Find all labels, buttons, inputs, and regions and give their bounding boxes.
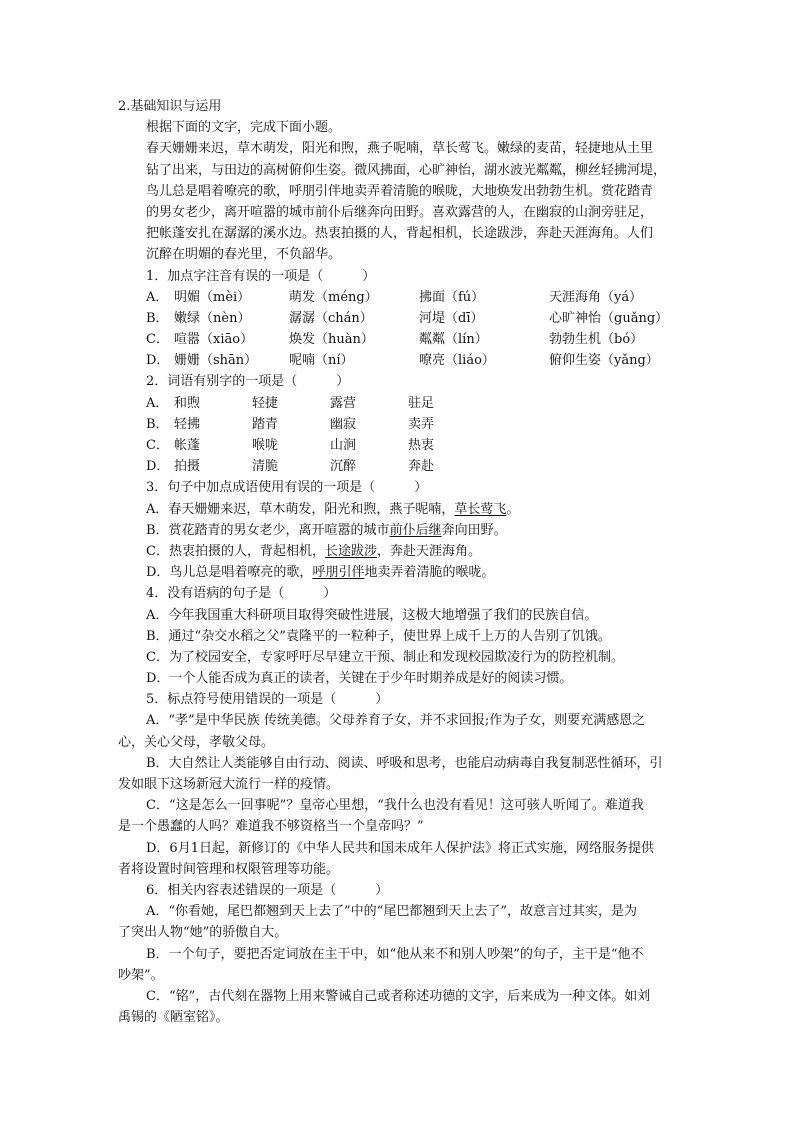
question-stem: 2．词语有别字的一项是（ ） xyxy=(146,374,350,390)
reading-passage xyxy=(118,138,708,265)
pinyin-item: 姗姗（shān） xyxy=(174,353,258,369)
question-4 xyxy=(118,583,708,689)
word-item: 清脆 xyxy=(252,459,279,475)
pinyin-item: 天涯海角（yá） xyxy=(549,289,643,305)
option-a-line-1: A．“你看她，尾巴都翘到天上去了”中的“尾巴都翘到天上去了”，故意言过其实，是为 xyxy=(146,904,637,920)
word-item: 幽寂 xyxy=(330,416,357,432)
word-item: 热衷 xyxy=(408,438,435,453)
question-2 xyxy=(118,371,708,477)
underlined-idiom: 呼朋引伴 xyxy=(312,565,365,581)
question-stem: 3．句子中加点成语使用有误的一项是（ ） xyxy=(146,480,428,496)
option-label: A． xyxy=(146,395,169,411)
option-c: C．为了校园安全，专家呼吁尽早建立干预、制止和发现校园欺凌行为的防控机制。 xyxy=(146,649,624,665)
option-label: C． xyxy=(146,332,169,348)
passage-line: 春天姗姗来迟，草木萌发，阳光和煦，燕子呢喃，草长莺飞。嫩绿的麦苗，轻捷地从土里 xyxy=(146,141,654,157)
option-text: 奔向田野。 xyxy=(441,522,507,538)
question-3 xyxy=(118,477,708,583)
option-label: B． xyxy=(146,416,169,432)
word-item: 帐蓬 xyxy=(174,438,201,453)
option-text: A．春天姗姗来迟，草木萌发，阳光和煦，燕子呢喃， xyxy=(146,501,455,517)
worksheet-page xyxy=(118,96,708,1028)
pinyin-item: 勃勃生机（bó） xyxy=(549,332,644,348)
option-b-line-2: 吵架”。 xyxy=(118,967,164,983)
passage-line: 鸟儿总是唱着嘹亮的歌，呼朋引伴地卖弄着清脆的喉咙，大地焕发出勃勃生机。赏花踏青 xyxy=(146,183,654,199)
option-text: ，奔赴天涯海角。 xyxy=(376,543,481,559)
pinyin-item: 焕发（huàn） xyxy=(289,332,374,348)
word-item: 踏青 xyxy=(252,416,279,432)
option-text: 地卖弄着清脆的喉咙。 xyxy=(364,565,495,581)
pinyin-item: 心旷神怡（guǎng） xyxy=(549,310,669,326)
word-item: 轻捷 xyxy=(252,395,279,411)
option-d xyxy=(146,456,708,477)
option-a: A．今年我国重大科研项目取得突破性进展，这极大地增强了我们的民族自信。 xyxy=(146,607,598,623)
option-c-line-2: 禹锡的《陋室铭》。 xyxy=(118,1010,229,1026)
option-a xyxy=(146,499,708,520)
pinyin-item: 呢喃（ní） xyxy=(289,353,354,369)
option-a-line-1: A．“孝”是中华民族 传统美德。父母养育子女，并不求回报;作为子女，则要充满感恩之 xyxy=(146,713,646,729)
option-d: D．一个人能否成为真正的读者，关键在于少年时期养成是好的阅读习惯。 xyxy=(146,671,573,687)
option-label: C． xyxy=(146,438,169,453)
question-1 xyxy=(118,266,708,372)
option-b-line-2: 发如眼下这场新冠大流行一样的疫情。 xyxy=(118,777,340,792)
option-b-line-1: B．大自然让人类能够自由行动、阅读、呼吸和思考，也能启动病毒自我复制恶性循环，引 xyxy=(146,755,663,771)
option-label: D． xyxy=(146,353,170,369)
question-5 xyxy=(118,689,708,731)
pinyin-item: 河堤（dī） xyxy=(419,310,484,326)
pinyin-item: 喧嚣（xiāo） xyxy=(174,332,254,348)
pinyin-item: 粼粼（lín） xyxy=(419,332,488,348)
option-b xyxy=(146,414,708,435)
word-item: 驻足 xyxy=(408,395,435,411)
underlined-idiom: 前仆后继 xyxy=(389,522,442,538)
option-a-line-2: 心，关心父母，孝敬父母。 xyxy=(118,734,275,750)
option-b-line-1: B．一个句子，要把否定词放在主干中，如“他从来不和别人吵架”的句子，主干是“他不 xyxy=(146,946,644,962)
pinyin-item: 嘹亮（liáo） xyxy=(419,353,495,369)
word-item: 奔赴 xyxy=(408,459,435,475)
option-c xyxy=(146,541,708,562)
option-text: C．热衷拍摄的人，背起相机， xyxy=(146,543,325,559)
instruction: 根据下面的文字，完成下面小题。 xyxy=(146,120,342,136)
word-item: 轻拂 xyxy=(174,416,201,432)
option-a-line-2: 了突出人物“她”的骄傲自大。 xyxy=(118,925,288,941)
option-c-line-2: 是一个愚蠢的人吗？难道我不够资格当一个皇帝吗？” xyxy=(118,819,424,835)
passage-line: 沉醉在明媚的春光里，不负韶华。 xyxy=(146,247,342,263)
option-label: D． xyxy=(146,459,170,475)
option-b: B．通过“杂交水稻之父”袁隆平的一粒种子，使世界上成千上万的人告别了饥饿。 xyxy=(146,628,611,644)
option-label: A． xyxy=(146,289,169,305)
question-6-stem: 6．相关内容表述错误的一项是（ ） xyxy=(146,882,389,898)
option-a xyxy=(146,287,708,308)
option-c-line-1: C．“铭”，古代刻在器物上用来警诫自己或者称述功德的文字，后来成为一种文体。如刘 xyxy=(146,988,651,1004)
passage-line: 钻了出来，与田边的高树俯仰生姿。微风拂面，心旷神怡，湖水波光粼粼，柳丝轻拂河堤， xyxy=(146,162,667,178)
option-text: 。 xyxy=(506,501,520,517)
word-item: 和煦 xyxy=(174,395,201,411)
question-stem: 1．加点字注音有误的一项是（ ） xyxy=(146,268,376,284)
option-c-line-1: C．“这是怎么一回事呢”？皇帝心里想，“我什么也没有看见！这可骇人听闻了。难道我 xyxy=(146,798,644,814)
pinyin-item: 明媚（mèi） xyxy=(174,289,251,305)
pinyin-item: 嫩绿（nèn） xyxy=(174,310,251,326)
underlined-idiom: 草长莺飞 xyxy=(454,501,507,517)
option-a xyxy=(146,393,708,414)
pinyin-item: 俯仰生姿（yǎng） xyxy=(549,353,659,369)
word-item: 露营 xyxy=(330,395,357,411)
option-b xyxy=(146,308,708,329)
option-d-line-2: 者将设置时间管理和权限管理等功能。 xyxy=(118,861,340,877)
option-text: B．赏花踏青的男女老少，离开喧嚣的城市 xyxy=(146,522,390,538)
word-item: 拍摄 xyxy=(174,459,201,475)
word-item: 喉咙 xyxy=(252,438,279,453)
word-item: 卖弄 xyxy=(408,416,435,432)
option-d xyxy=(146,562,708,583)
underlined-idiom: 长途跋涉 xyxy=(324,543,377,559)
pinyin-item: 萌发（méng） xyxy=(289,289,378,305)
option-text: D．鸟儿总是唱着嘹亮的歌， xyxy=(146,565,313,581)
question-stem: 4．没有语病的句子是（ ） xyxy=(146,586,337,602)
option-b xyxy=(146,520,708,541)
passage-line: 把帐蓬安扎在潺潺的溪水边。热衷拍摄的人，背起相机，长途跋涉，奔赴天涯海角。人们 xyxy=(146,226,654,242)
question-stem: 5．标点符号使用错误的一项是（ ） xyxy=(146,692,389,708)
passage-line: 的男女老少，离开喧嚣的城市前仆后继奔向田野。喜欢露营的人，在幽寂的山涧旁驻足， xyxy=(146,204,654,220)
option-c xyxy=(146,435,708,456)
word-item: 沉醉 xyxy=(330,459,357,475)
section-title: 2.基础知识与运用 xyxy=(118,99,222,114)
option-label: B． xyxy=(146,310,169,326)
pinyin-item: 潺潺（chán） xyxy=(289,310,373,326)
word-item: 山涧 xyxy=(330,438,357,453)
pinyin-item: 拂面（fú） xyxy=(419,289,485,305)
option-d xyxy=(146,350,708,371)
option-c xyxy=(146,329,708,350)
option-d-line-1: D．6月1日起，新修订的《中华人民共和国未成年人保护法》将正式实施，网络服务提供 xyxy=(146,840,654,856)
